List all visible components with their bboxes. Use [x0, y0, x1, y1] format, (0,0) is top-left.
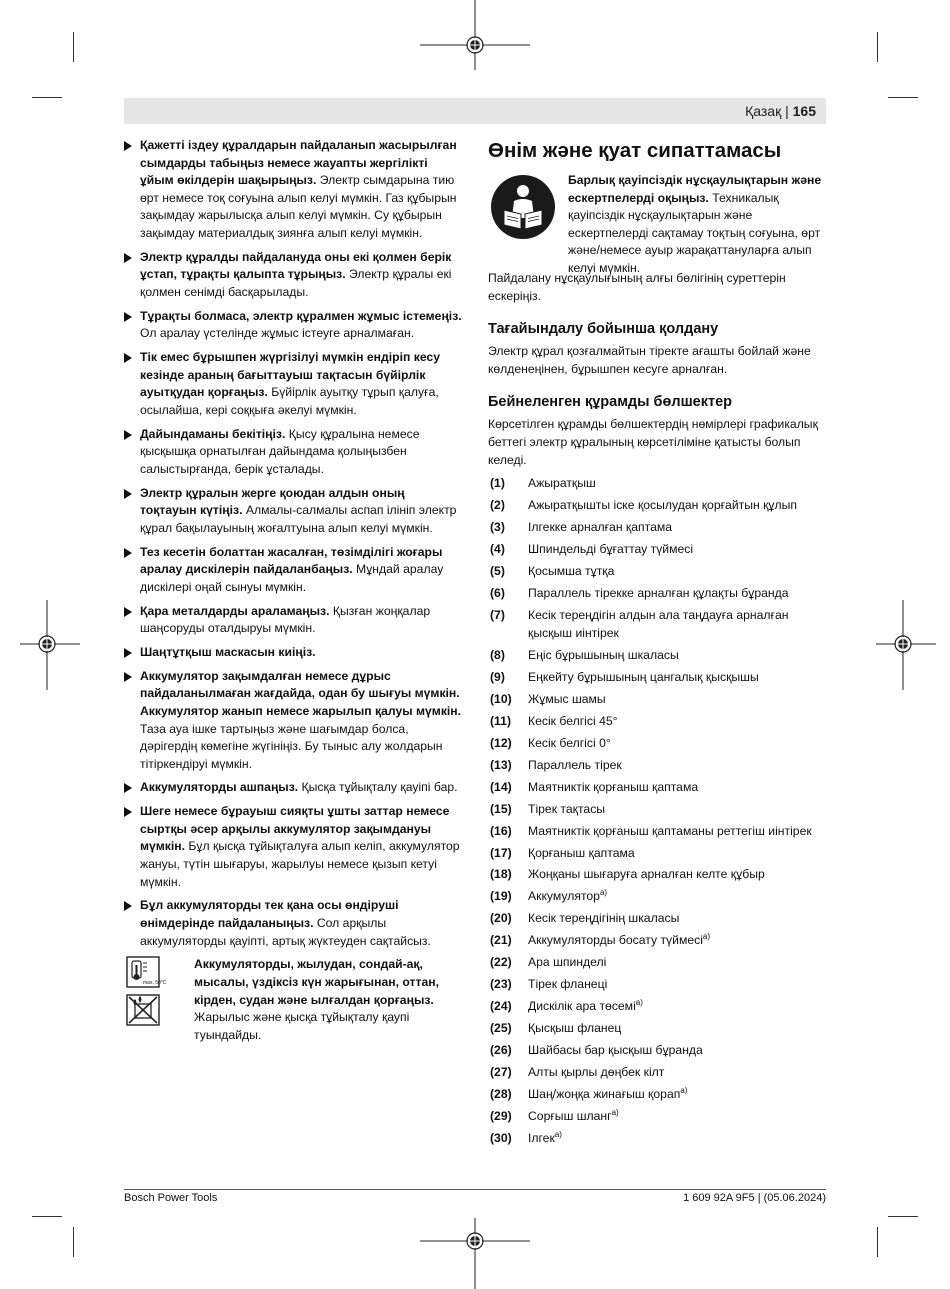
component-item	[488, 607, 828, 642]
component-number: (1)	[490, 476, 505, 491]
read-manual-icon	[490, 174, 556, 240]
registration-mark-left	[20, 600, 80, 690]
header-language: Қазақ	[745, 103, 782, 119]
component-number: (6)	[490, 586, 505, 601]
header-separator: |	[785, 103, 789, 119]
bullet-triangle-icon	[124, 312, 132, 322]
component-number: (30)	[490, 1131, 512, 1146]
read-instructions-warning	[488, 172, 828, 275]
safety-bullet-list	[124, 137, 464, 950]
bullet-bold-text: Тұрақты болмаса, электр құралмен жұмыс істемеңіз.	[140, 308, 462, 323]
component-number: (9)	[490, 669, 505, 684]
component-number: (16)	[490, 823, 512, 838]
safety-bullet	[124, 779, 464, 797]
component-item	[488, 519, 828, 537]
component-number: (28)	[490, 1087, 512, 1102]
component-label: Ажыратқыш	[528, 476, 596, 491]
component-label: Маятниктік қорғаныш қаптама	[528, 779, 699, 794]
section-title: Өнім және қуат сипаттамасы	[488, 139, 782, 162]
component-item	[488, 998, 828, 1016]
safety-bullet	[124, 603, 464, 638]
component-number: (27)	[490, 1065, 512, 1080]
safety-bullet	[124, 803, 464, 891]
component-footnote-mark: a)	[702, 932, 711, 942]
battery-protection-note	[124, 956, 464, 1048]
component-label: Қорғаныш қаптама	[528, 845, 635, 860]
component-label: Кесік тереңдігінің шкаласы	[528, 911, 680, 926]
component-label: Параллель тірек	[528, 757, 622, 772]
component-item	[488, 910, 828, 928]
warning-text	[568, 172, 828, 278]
component-label: Тірек фланеці	[528, 977, 608, 992]
component-number: (18)	[490, 867, 512, 882]
component-label: Шпиндельді бұғаттау түймесі	[528, 542, 694, 557]
component-number: (25)	[490, 1021, 512, 1036]
component-item	[488, 647, 828, 665]
bullet-text: Сол арқылы аккумуляторды қауіпті, артық жүктеуден сақтайсыз.	[140, 916, 431, 948]
component-item	[488, 888, 828, 906]
component-label: Қосымша тұтқа	[528, 564, 615, 579]
component-item	[488, 976, 828, 994]
safety-bullet	[124, 426, 464, 479]
header-band	[124, 98, 826, 124]
component-item	[488, 1020, 828, 1038]
components-list	[488, 475, 828, 1148]
component-number: (26)	[490, 1043, 512, 1058]
component-number: (17)	[490, 845, 512, 860]
component-number: (23)	[490, 977, 512, 992]
component-label: Ара шпинделі	[528, 955, 607, 970]
component-label: Параллель тірекке арналған құлақты бұранда	[528, 586, 789, 601]
component-item	[488, 669, 828, 687]
bullet-triangle-icon	[124, 672, 132, 682]
component-item	[488, 1086, 828, 1104]
component-item	[488, 1130, 828, 1148]
components-intro: Көрсетілген құрамды бөлшектердің нөмірлері графикалық беттегі электр құралының көрсетіліміне қатысты болып келеді.	[488, 417, 818, 467]
bullet-bold-text: Қажетті іздеу құралдарын пайдаланып жасырылған сымдарды табыңыз немесе жауапты жергілікті ұйым өкілдерін шақырыңыз.	[140, 138, 457, 188]
bullet-text: Бүйірлік ауытқу тұрып қалуға, осылайша, кері соққыға әкелуі мүмкін.	[140, 385, 439, 417]
safety-bullet	[124, 249, 464, 302]
component-label: Кесік тереңдігін алдын ала таңдауға арналған қысқыш иінтірек	[528, 608, 789, 640]
component-item	[488, 475, 828, 493]
right-column	[488, 138, 828, 1152]
page-header	[745, 103, 816, 119]
bullet-bold-text: Шеге немесе бұрауыш сияқты ұшты заттар немесе сыртқы әсер арқылы аккумулятор зақымдануы мүмкін.	[140, 804, 450, 854]
component-number: (4)	[490, 542, 505, 557]
component-number: (12)	[490, 735, 512, 750]
component-number: (21)	[490, 933, 512, 948]
bullet-bold-text: Бұл аккумуляторды тек қана осы өндіруші өнімдерінде пайдаланыңыз.	[140, 898, 399, 930]
bullet-triangle-icon	[124, 607, 132, 617]
component-label: Алты қырлы дөңбек кілт	[528, 1065, 665, 1080]
component-footnote-mark: a)	[680, 1086, 688, 1096]
component-number: (11)	[490, 713, 512, 728]
component-number: (20)	[490, 911, 512, 926]
component-item	[488, 845, 828, 863]
component-item	[488, 954, 828, 972]
component-item	[488, 779, 828, 797]
thermometer-icon	[126, 956, 167, 988]
safety-bullet	[124, 485, 464, 538]
no-water-icon	[126, 994, 160, 1026]
bullet-triangle-icon	[124, 141, 132, 151]
component-footnote-mark: a)	[611, 1108, 619, 1118]
warning-rest: Техникалық қауіпсіздік нұсқаулықтарын және ескертпелерді сақтамау тоқтың соғуына, өрт және/немесе ауыр жарақаттануларға алып келуі мүмкін.	[568, 190, 821, 275]
registration-mark-right	[876, 600, 936, 690]
bullet-triangle-icon	[124, 253, 132, 263]
bullet-bold-text: Дайындаманы бекітіңіз.	[140, 426, 286, 441]
bullet-text: Алмалы-салмалы аспап ілініп электр құрал бақылауының жоғалтуына алып келуі мүмкін.	[140, 503, 457, 535]
page-number: 165	[792, 103, 816, 119]
bullet-text: Қысу құралына немесе қысқышқа орнатылған дайындама қолыңызбен салыстырғанда, берік ұсталады.	[140, 426, 420, 476]
component-label: Дискілік ара төсемі	[528, 999, 636, 1014]
battery-protection-text	[194, 956, 464, 1044]
component-number: (5)	[490, 564, 505, 579]
bullet-bold-text: Аккумулятор зақымдалған немесе дұрыс пайдаланылмаған жағдайда, одан бу шығуы мүмкін. Аккумулятор жанып немесе жарылып қалуы мүмкін.	[140, 668, 462, 718]
component-label: Еңіс бұрышының шкаласы	[528, 647, 679, 662]
bullet-triangle-icon	[124, 783, 132, 793]
component-item	[488, 497, 828, 515]
intended-use-heading: Тағайындалу бойынша қолдану	[488, 321, 719, 338]
bullet-triangle-icon	[124, 648, 132, 658]
component-number: (10)	[490, 691, 512, 706]
safety-bullet	[124, 897, 464, 950]
registration-mark-top	[420, 0, 530, 90]
component-item	[488, 563, 828, 581]
component-label: Ілгекке арналған қаптама	[528, 520, 673, 535]
component-number: (13)	[490, 757, 512, 772]
component-number: (8)	[490, 647, 505, 662]
footer-brand: Bosch Power Tools	[124, 1192, 218, 1204]
component-item	[488, 932, 828, 950]
bullet-triangle-icon	[124, 807, 132, 817]
component-label: Қысқыш фланец	[528, 1021, 622, 1036]
component-number: (3)	[490, 520, 505, 535]
component-label: Тірек тақтасы	[528, 801, 606, 816]
thermo-icon-label: max. 50°C	[143, 980, 167, 987]
intro-text: Пайдалану нұсқаулығының алғы бөлігінің суреттерін ескеріңіз.	[488, 271, 786, 303]
bullet-text: Электр құралы екі қолмен сенімді басқарылады.	[140, 267, 452, 299]
component-label: Маятниктік қорғаныш қаптаманы реттегіш иінтірек	[528, 823, 812, 838]
component-label: Шаң/жоңқа жинағыш қорап	[528, 1087, 681, 1102]
bullet-bold-text: Электр құралды пайдалануда оны екі қолмен берік ұстап, тұрақты қалыпта тұрыңыз.	[140, 249, 452, 282]
bullet-text: Бұл қысқа тұйықталуға алып келіп, аккумулятор жануы, түтін шығаруы, жарылуы немесе қызып кетуі мүмкін.	[140, 839, 460, 889]
bullet-triangle-icon	[124, 353, 132, 363]
component-item	[488, 801, 828, 819]
component-item	[488, 1108, 828, 1126]
component-label: Еңкейту бұрышының цангалық қысқышы	[528, 669, 759, 684]
registration-mark-bottom	[420, 1198, 530, 1289]
component-item	[488, 757, 828, 775]
component-label: Кесік белгісі 0°	[528, 735, 611, 750]
bullet-triangle-icon	[124, 430, 132, 440]
bullet-bold-text: Электр құралын жерге қоюдан алдын оның тоқтауын күтіңіз.	[140, 485, 405, 518]
component-label: Ілгек	[528, 1131, 555, 1146]
component-label: Шайбасы бар қысқыш бұранда	[528, 1043, 703, 1058]
bullet-text: Таза ауа ішке тартыңыз және шағымдар болса, дәрігердің көмегіне жүгініңіз. Бу тыныс алу жолдарын тітіркендіруі мүмкін.	[140, 721, 443, 771]
warning-bold: Барлық қауіпсіздік нұсқаулықтарын және ескертпелерді оқыңыз.	[568, 173, 822, 205]
component-number: (2)	[490, 498, 505, 513]
component-label: Аккумулятор	[528, 889, 600, 904]
component-footnote-mark: a)	[599, 888, 608, 898]
bullet-triangle-icon	[124, 489, 132, 499]
bullet-text: Қысқа тұйықталу қауіпі бар.	[298, 780, 458, 795]
component-label: Кесік белгісі 45°	[528, 713, 618, 728]
component-label: Жұмыс шамы	[528, 691, 606, 706]
component-label: Сорғыш шланг	[528, 1109, 612, 1124]
safety-bullet	[124, 544, 464, 597]
component-item	[488, 1064, 828, 1082]
safety-bullet	[124, 349, 464, 419]
component-item	[488, 541, 828, 559]
component-label: Аккумуляторды босату түймесі	[528, 933, 703, 948]
component-label: Жоңқаны шығаруға арналған келте құбыр	[528, 867, 765, 882]
component-footnote-mark: a)	[554, 1130, 562, 1140]
battery-protection-bold: Аккумуляторды, жылудан, сондай-ақ, мысалы, үздіксіз күн жарығынан, оттан, кірден, судан және ылғалдан қорғаңыз.	[194, 957, 439, 1007]
intended-use-text: Электр құрал қозғалмайтын тіректе ағашты бойлай және көлденеңінен, бұрышпен кесуге арналған.	[488, 344, 811, 376]
battery-protection-rest: Жарылыс және қысқа тұйықталу қаупі туындайды.	[194, 1010, 410, 1042]
bullet-text: Ол аралау үстелінде жұмыс істеуге арналмаған.	[140, 326, 415, 341]
bullet-bold-text: Шаңтұтқыш маскасын киіңіз.	[140, 644, 316, 659]
component-item	[488, 691, 828, 709]
component-number: (29)	[490, 1109, 512, 1124]
component-number: (19)	[490, 889, 512, 904]
component-number: (22)	[490, 955, 512, 970]
safety-bullet	[124, 644, 464, 662]
component-item	[488, 585, 828, 603]
component-item	[488, 823, 828, 841]
component-item	[488, 735, 828, 753]
bullet-text: Қызған жоңқалар шаңсоруды оталдыруы мүмкін.	[140, 603, 431, 636]
component-footnote-mark: a)	[635, 998, 643, 1008]
bullet-bold-text: Аккумуляторды ашпаңыз.	[140, 780, 299, 795]
component-number: (14)	[490, 779, 512, 794]
footer-doc-id: 1 609 92A 9F5 | (05.06.2024)	[683, 1192, 826, 1204]
component-item	[488, 1042, 828, 1060]
safety-bullet	[124, 668, 464, 774]
component-number: (15)	[490, 801, 512, 816]
components-heading: Бейнеленген құрамды бөлшектер	[488, 394, 732, 411]
safety-bullet	[124, 308, 464, 343]
component-label: Ажыратқышты іске қосылудан қорғайтын құлып	[528, 498, 797, 513]
left-column	[124, 137, 464, 1048]
bullet-triangle-icon	[124, 901, 132, 911]
component-item	[488, 866, 828, 884]
bullet-bold-text: Тік емес бұрышпен жүргізілуі мүмкін ендіріп кесу кезінде араның бағыттауыш тақтасын бүйірлік ауытқудан қорғаңыз.	[140, 350, 440, 400]
component-item	[488, 713, 828, 731]
bullet-text: Электр сымдарына тию өрт немесе тоқ соғуына алып келуі мүмкін. Газ құбырын зақымдау жарылысқа алып келуі мүмкін. Су құбырын зақымдау материалдық зиянға алып келуі мүмкін.	[140, 173, 457, 240]
footer-rule	[124, 1189, 826, 1190]
bullet-triangle-icon	[124, 548, 132, 558]
bullet-bold-text: Тез кесетін болаттан жасалған, төзімділігі жоғары аралау дискілерін пайдаланбаңыз.	[140, 544, 443, 577]
component-number: (24)	[490, 999, 512, 1014]
component-number: (7)	[490, 608, 505, 623]
bullet-bold-text: Қара металдарды араламаңыз.	[140, 603, 330, 618]
safety-bullet	[124, 137, 464, 243]
bullet-text: Мұндай аралау дискілері оңай сынуы мүмкін.	[140, 562, 444, 594]
